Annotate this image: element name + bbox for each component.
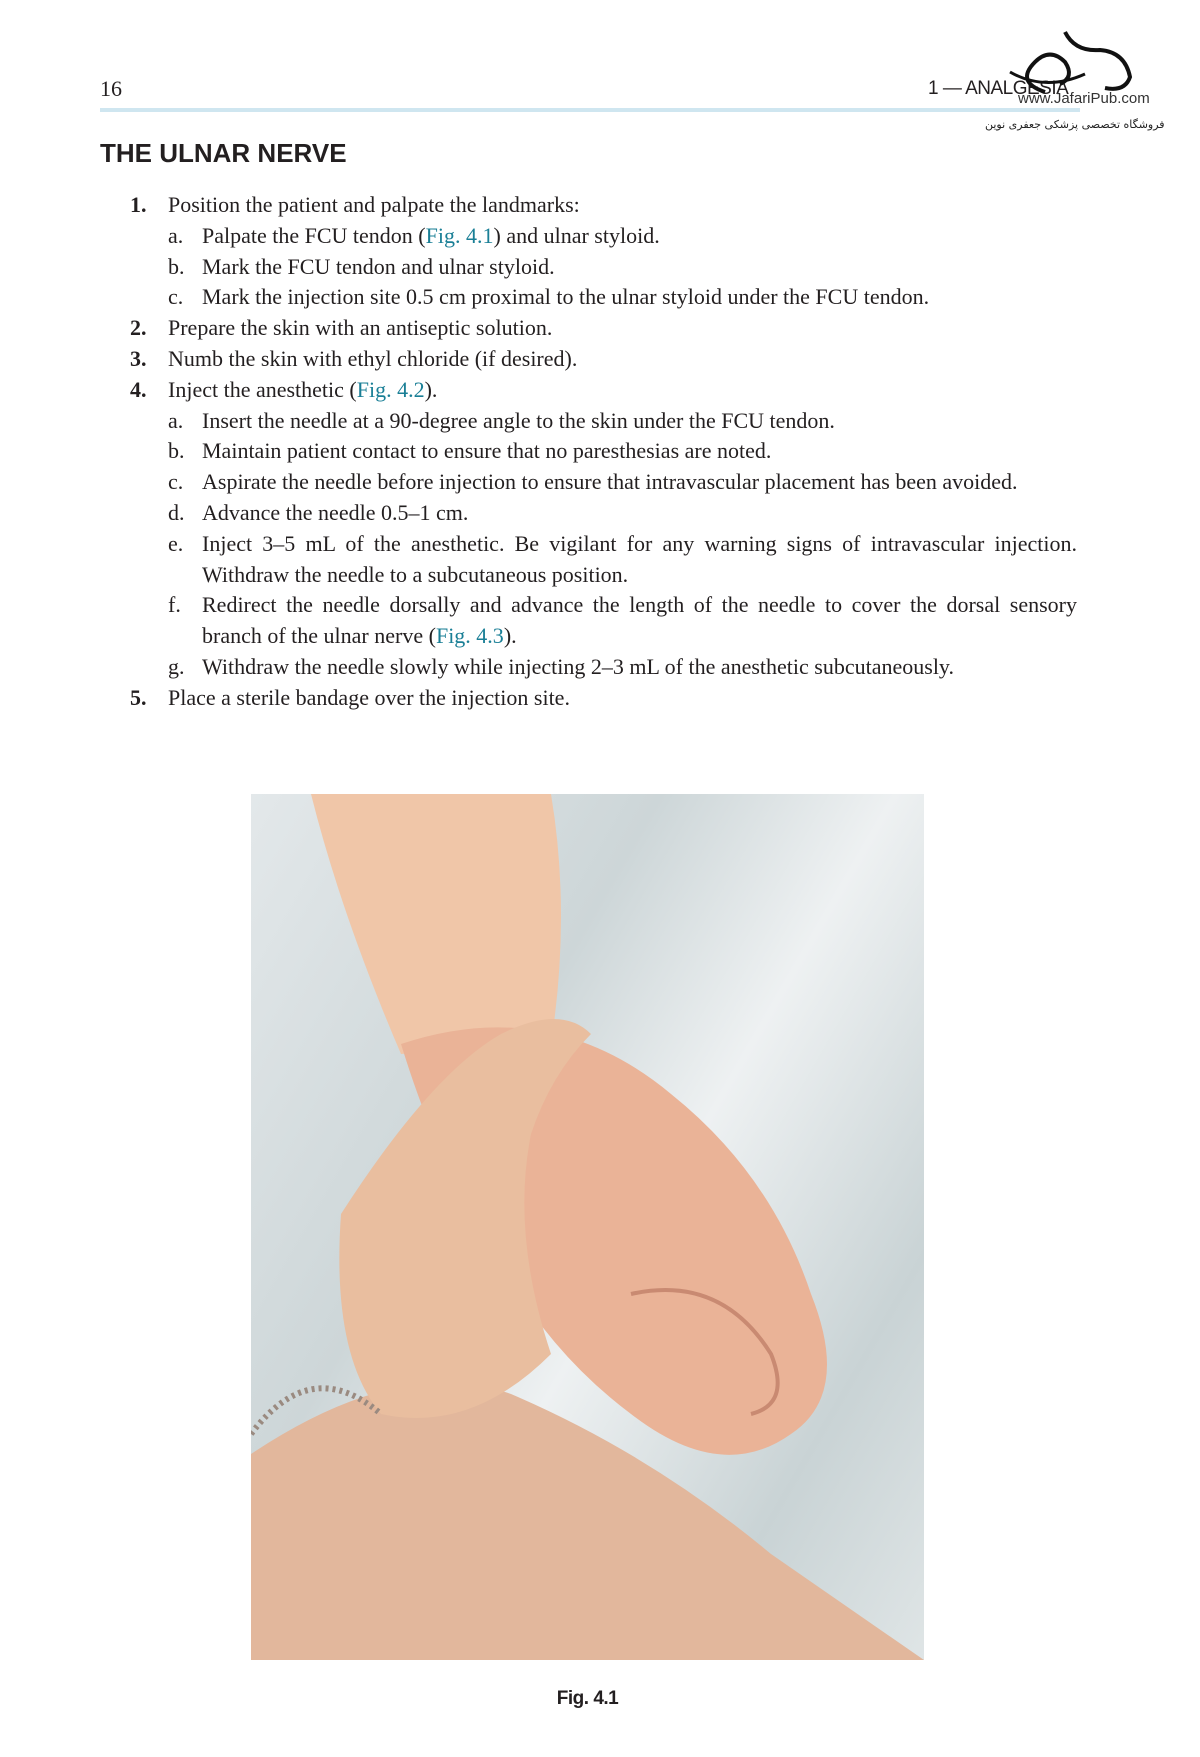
step-number: 3.: [130, 345, 147, 371]
step-text: Numb the skin with ethyl chloride (if desired).: [168, 345, 578, 371]
substep-text: [202, 221, 1077, 252]
substep-letter: c.: [168, 469, 184, 495]
step-text: Place a sterile bandage over the injection site.: [168, 684, 570, 710]
step-number: 4.: [130, 376, 147, 402]
substep-text: Aspirate the needle before injection to ensure that intravascular placement has been avoided.: [202, 469, 1018, 495]
photo-illustration: [251, 794, 924, 1660]
figure-photo-hand-palpating-wrist: [251, 794, 924, 1660]
step-text: Position the patient and palpate the landmarks:: [168, 192, 580, 217]
step-number: 5.: [130, 684, 147, 710]
substep-text: Advance the needle 0.5–1 cm.: [202, 499, 469, 525]
substep-letter: c.: [168, 284, 184, 310]
substep-letter: b.: [168, 253, 185, 279]
substep: [130, 590, 1077, 652]
figure-link[interactable]: Fig. 4.1: [425, 222, 494, 248]
step-number: 1.: [130, 192, 147, 217]
substep-letter: d.: [168, 499, 185, 525]
text: Inject the anesthetic (: [168, 376, 357, 402]
step-4: [130, 375, 1077, 406]
running-head: 1 — ANALGESIA: [928, 78, 1069, 99]
watermark-url: www.JafariPub.com: [1018, 90, 1150, 107]
substep-text: Insert the needle at a 90-degree angle to the skin under the FCU tendon.: [202, 407, 835, 433]
substep: [130, 252, 1077, 283]
substep: [130, 282, 1077, 313]
step-5: [130, 683, 1077, 714]
substep-text: Mark the FCU tendon and ulnar styloid.: [202, 253, 555, 279]
substep: [130, 436, 1077, 467]
substep-letter: f.: [168, 592, 181, 618]
substep: [130, 652, 1077, 683]
substep: [130, 221, 1077, 252]
section-title: THE ULNAR NERVE: [100, 138, 347, 168]
text: ).: [424, 376, 438, 402]
step-number: 2.: [130, 315, 147, 341]
substep-letter: b.: [168, 438, 185, 464]
substep-text: Mark the injection site 0.5 cm proximal to the ulnar styloid under the FCU tendon.: [202, 284, 930, 310]
substep: [130, 467, 1077, 498]
step-3: [130, 344, 1077, 375]
step-text: Prepare the skin with an antiseptic solution.: [168, 315, 553, 341]
step-2: [130, 313, 1077, 344]
watermark-persian-text: فروشگاه تخصصی پزشکی جعفری نوین: [985, 118, 1165, 131]
substep: [130, 498, 1077, 529]
text: Redirect the needle dorsally and advance the length of the needle to cover the dorsal sensory branch of the ulnar nerve (: [202, 592, 1077, 649]
text: ).: [503, 623, 517, 649]
substep: [130, 406, 1077, 437]
figure-caption: Fig. 4.1: [556, 1688, 619, 1709]
header-rule: [100, 108, 1080, 112]
procedure-steps: [130, 190, 1077, 714]
text: ) and ulnar styloid.: [493, 222, 660, 248]
substep-letter: g.: [168, 653, 185, 679]
substep-text: Inject 3–5 mL of the anesthetic. Be vigilant for any warning signs of intravascular injection. Withdraw the needle to a subcutaneous position.: [202, 530, 1077, 587]
figure-link[interactable]: Fig. 4.3: [435, 623, 504, 649]
substep-letter: e.: [168, 530, 184, 556]
substep: [130, 529, 1077, 591]
text: Palpate the FCU tendon (: [202, 222, 426, 248]
substep-letter: a.: [168, 407, 184, 433]
substep-letter: a.: [168, 222, 184, 248]
step-1: [130, 190, 1077, 221]
substep-text: [202, 590, 1077, 652]
substep-text: Withdraw the needle slowly while injecting 2–3 mL of the anesthetic subcutaneously.: [202, 653, 955, 679]
substep-text: Maintain patient contact to ensure that no paresthesias are noted.: [202, 438, 772, 464]
page-number: 16: [100, 76, 122, 101]
step-text: [168, 375, 1077, 406]
figure-link[interactable]: Fig. 4.2: [356, 376, 425, 402]
